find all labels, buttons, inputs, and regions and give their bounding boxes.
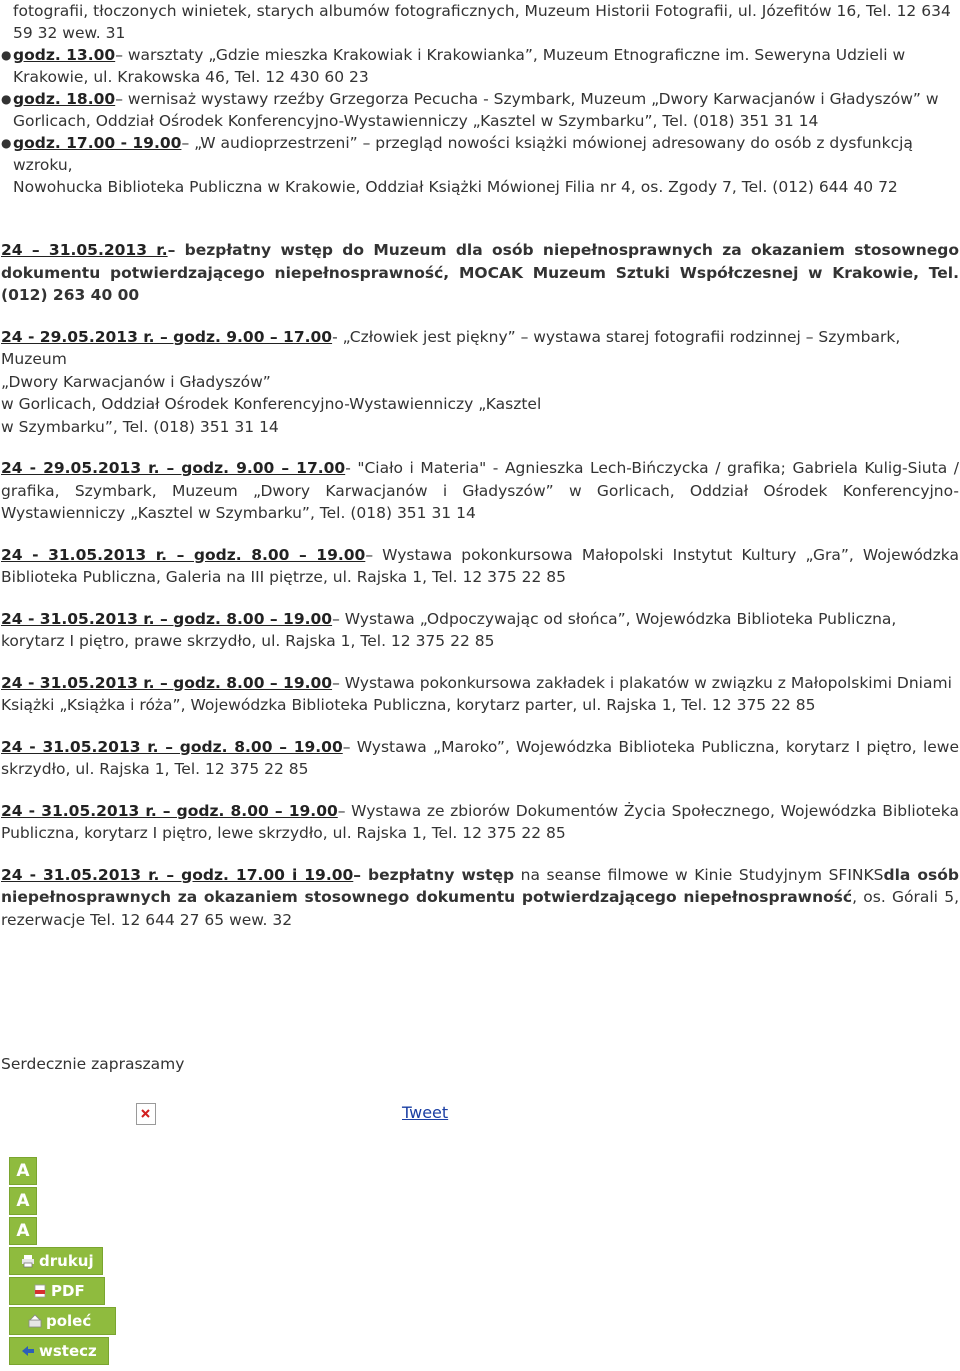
spacer [1, 845, 959, 864]
list-item-text: – wernisaż wystawy rzeźby Grzegorza Pecucha - Szymbark, Muzeum „Dwory Karwacjanów i Gładyszów” w [115, 90, 939, 108]
font-size-small-button[interactable] [9, 1157, 37, 1185]
entry-date-link[interactable]: 24 - 31.05.2013 r. – godz. 8.00 – 19.00 [1, 609, 333, 628]
entry-date-link[interactable]: 24 - 31.05.2013 r. – godz. 8.00 – 19.00 [1, 673, 333, 692]
list-item-text: Krakowie, ul. Krakowska 46, Tel. 12 430 60 23 [13, 68, 369, 86]
spacer [1, 589, 959, 608]
font-size-large-button[interactable] [9, 1217, 37, 1245]
entry-paragraph [1, 800, 959, 845]
entry-text: – Wystawa ze zbiorów Dokumentów Życia Społecznego, Wojewódzka Biblioteka Publiczna, korytarz I piętro, lewe skrzydło, ul. Rajska 1, Tel. 12 375 22 85 [1, 801, 959, 842]
list-item-text: fotografii, tłoczonych winietek, starych albumów fotograficznych, Muzeum Historii Fotografii, ul. Józefitów 16, Tel. 12 634 [13, 2, 951, 20]
entry-text: – bezpłatny wstęp do Muzeum dla osób niepełnosprawnych za okazaniem stosownego dokumentu potwierdzającego niepełnosprawność, MOCAK Muzeum Sztuki Współczesnej w Krakowie, Tel. (012) 263 40 00 [1, 241, 959, 304]
print-label: drukuj [39, 1252, 94, 1270]
pdf-icon [33, 1284, 47, 1298]
entry-date-link[interactable]: 24 - 31.05.2013 r. – godz. 8.00 – 19.00 [1, 737, 343, 756]
entry-bold-text: – bezpłatny wstęp [353, 865, 515, 884]
recommend-icon [28, 1314, 42, 1328]
spacer [1, 438, 959, 457]
entry-paragraph [1, 239, 959, 307]
spacer [1, 307, 959, 326]
bullet-icon: ● [1, 48, 12, 62]
pdf-button[interactable] [9, 1277, 105, 1305]
entry-date-link[interactable]: 24 - 31.05.2013 r. – godz. 17.00 i 19.00 [1, 865, 354, 884]
event-time-link[interactable]: godz. 17.00 - 19.00 [13, 134, 182, 152]
list-item [1, 22, 959, 44]
font-size-label: A [16, 1191, 30, 1211]
spacer [1, 717, 959, 736]
spacer [1, 198, 959, 239]
bullet-icon: ● [1, 92, 12, 106]
event-time-link[interactable]: godz. 18.00 [13, 90, 116, 108]
font-size-label: A [16, 1221, 30, 1241]
entry-text: – Wystawa pokonkursowa zakładek i plakatów w związku z Małopolskimi Dniami Książki „Książka i róża”, Wojewódzka Biblioteka Publiczna, korytarz parter, ul. Rajska 1, Tel. 12 375 22 85 [1, 673, 952, 714]
recommend-label: poleć [46, 1312, 92, 1330]
pdf-label: PDF [51, 1282, 85, 1300]
list-item [1, 44, 959, 88]
entry-paragraph [1, 326, 959, 439]
list-item-text: 59 32 wew. 31 [13, 24, 126, 42]
entry-text: na seanse filmowe w Kinie Studyjnym SFINKS [514, 865, 884, 884]
entry-date-link[interactable]: 24 – 31.05.2013 r. [1, 241, 168, 259]
entry-paragraph [1, 672, 959, 717]
entry-bold-text: dla osób niepełnosprawnych za okazaniem stosownego dokumentu potwierdzającego niepełnosprawność [1, 865, 959, 906]
entry-date-link[interactable]: 24 - 29.05.2013 r. – godz. 9.00 – 17.00 [1, 459, 346, 477]
list-item-text: Nowohucka Biblioteka Publiczna w Krakowie, Oddział Książki Mówionej Filia nr 4, os. Zgody 7, Tel. (012) 644 40 72 [13, 178, 898, 196]
spacer [1, 653, 959, 672]
page-tools [9, 1157, 116, 1367]
bullet-icon: ● [1, 136, 12, 150]
entry-date-link[interactable]: 24 - 31.05.2013 r. – godz. 8.00 – 19.00 [1, 545, 366, 564]
back-label: wstecz [39, 1342, 97, 1360]
entry-text: - „Człowiek jest piękny” – wystawa starej fotografii rodzinnej – Szymbark, Muzeum [1, 327, 901, 368]
list-item-text: Gorlicach, Oddział Ośrodek Konferencyjno-Wystawienniczy „Kasztel w Szymbarku”, Tel. (018) 351 31 14 [13, 112, 819, 130]
entry-date-link[interactable]: 24 - 29.05.2013 r. – godz. 9.00 – 17.00 [1, 327, 333, 346]
event-time-link[interactable]: godz. 13.00 [13, 46, 116, 64]
entry-paragraph [1, 544, 959, 589]
entry-paragraph [1, 457, 959, 525]
broken-image-icon[interactable] [136, 1103, 156, 1125]
article-content [1, 0, 959, 931]
list-item [1, 0, 959, 22]
font-size-label: A [16, 1161, 30, 1181]
print-button[interactable] [9, 1247, 103, 1275]
entry-text: w Gorlicach, Oddział Ośrodek Konferencyjno-Wystawienniczy „Kasztel [1, 395, 542, 413]
entry-text: - "Ciało i Materia" - Agnieszka Lech-Bińczycka / grafika; Gabriela Kulig-Siuta / grafika, Szymbark, Muzeum „Dwory Karwacjanów i Gładyszów” w Gorlicach, Oddział Ośrodek Konferencyjno-Wystawienniczy „Kasztel w Szymbarku”, Tel. (018) 351 31 14 [1, 459, 959, 522]
list-item-text: – warsztaty „Gdzie mieszka Krakowiak i Krakowianka”, Muzeum Etnograficzne im. Seweryna Udzieli w [115, 46, 906, 64]
recommend-button[interactable] [9, 1307, 116, 1335]
entry-text: , os. Górali 5, rezerwacje Tel. 12 644 27 65 wew. 32 [1, 888, 959, 929]
printer-icon [21, 1254, 35, 1268]
entry-text: – Wystawa „Maroko”, Wojewódzka Biblioteka Publiczna, korytarz I piętro, lewe skrzydło, ul. Rajska 1, Tel. 12 375 22 85 [1, 737, 959, 778]
font-size-medium-button[interactable] [9, 1187, 37, 1215]
entry-date-link[interactable]: 24 - 31.05.2013 r. – godz. 8.00 – 19.00 [1, 801, 338, 820]
back-arrow-icon [21, 1344, 35, 1358]
event-list [1, 0, 959, 198]
spacer [1, 525, 959, 544]
list-item-text: – „W audioprzestrzeni” – przegląd nowości książki mówionej adresowany do osób z dysfunkcją wzroku, [13, 134, 913, 174]
entry-paragraph [1, 864, 959, 932]
spacer [1, 781, 959, 800]
list-item [1, 88, 959, 132]
entry-text: – Wystawa pokonkursowa Małopolski Instytut Kultury „Gra”, Wojewódzka Biblioteka Publiczna, Galeria na III piętrze, ul. Rajska 1, Tel. 12 375 22 85 [1, 545, 959, 586]
tweet-link[interactable]: Tweet [402, 1103, 449, 1122]
entry-text: – Wystawa „Odpoczywając od słońca”, Wojewódzka Biblioteka Publiczna, korytarz I piętro, prawe skrzydło, ul. Rajska 1, Tel. 12 375 22 85 [1, 609, 897, 650]
list-item [1, 132, 959, 198]
entry-paragraph [1, 608, 959, 653]
entry-text: „Dwory Karwacjanów i Gładyszów” [1, 372, 271, 391]
back-button[interactable] [9, 1337, 109, 1365]
entry-paragraph [1, 736, 959, 781]
entry-text: w Szymbarku”, Tel. (018) 351 31 14 [1, 417, 279, 436]
closing-text: Serdecznie zapraszamy [1, 1055, 185, 1073]
